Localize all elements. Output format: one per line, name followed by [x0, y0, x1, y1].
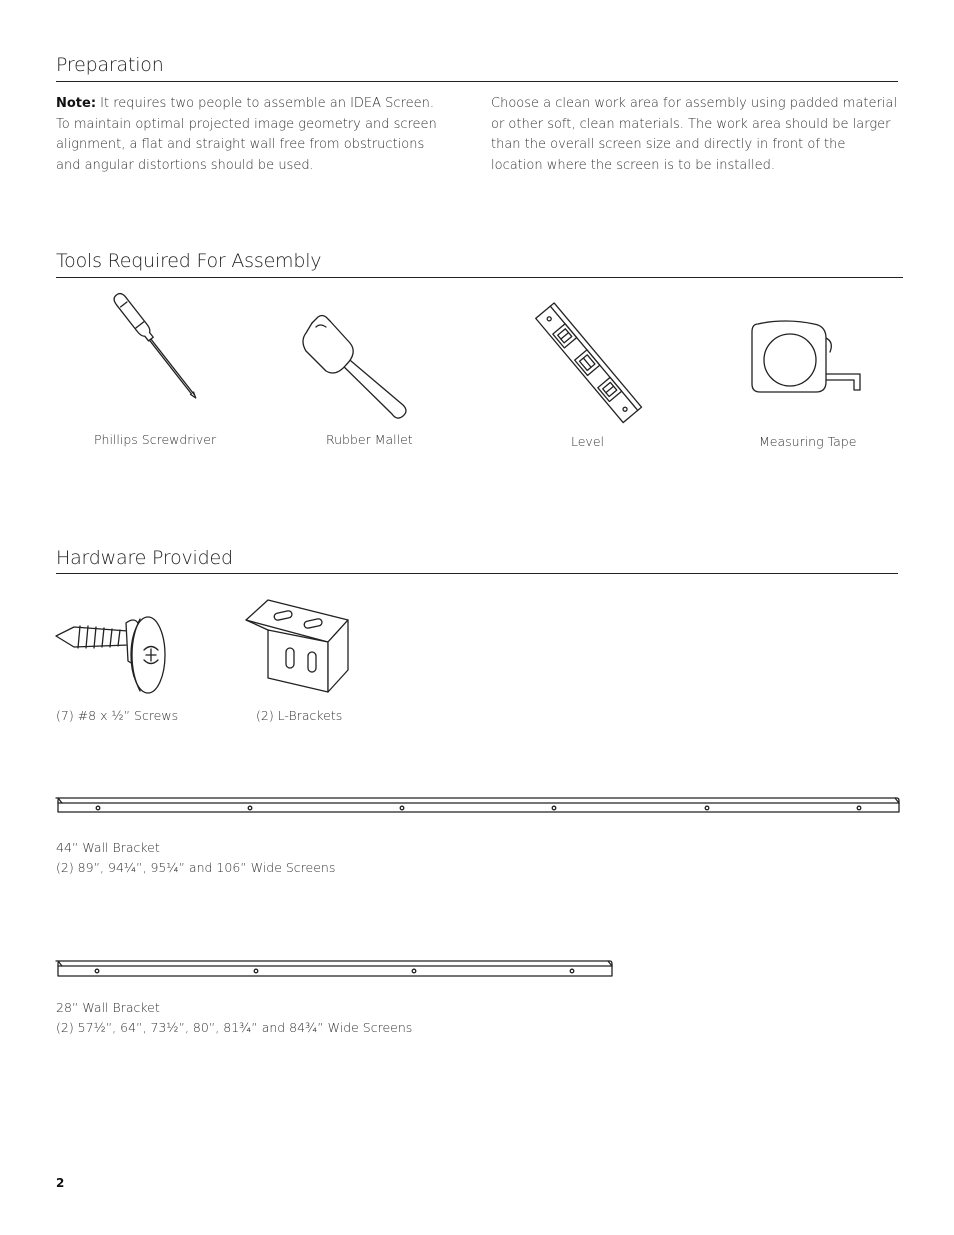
tool-label-level: Level [571, 434, 604, 449]
wall-bracket-28-icon [56, 959, 614, 979]
wall-bracket-44-icon [56, 796, 900, 816]
preparation-rule [56, 81, 898, 82]
preparation-note [56, 94, 451, 176]
l-bracket-icon [244, 598, 354, 698]
mallet-icon [298, 305, 418, 420]
measuring-tape-icon [750, 318, 865, 398]
brackets-label: (2) L-Brackets [256, 708, 343, 723]
note-label: Note: [56, 96, 97, 111]
tool-label-screwdriver: Phillips Screwdriver [94, 432, 217, 447]
level-icon [526, 300, 651, 425]
note-text: It requires two people to assemble an IDEA Screen. To maintain optimal projected image geometry and screen alignment, a flat and straight wall free from obstructions and angular distortions should be used. [56, 96, 437, 173]
hardware-rule [56, 573, 898, 574]
tool-label-mallet: Rubber Mallet [326, 432, 413, 447]
tools-rule [56, 277, 903, 278]
bracket-28-desc: (2) 57½”, 64”, 73½”, 80”, 81¾” and 84¾” Wide Screens [56, 1020, 413, 1035]
bracket-44-desc: (2) 89”, 94¼”, 95¼” and 106” Wide Screens [56, 860, 336, 875]
work-area-text: Choose a clean work area for assembly using padded material or other soft, clean materials. The work area should be larger than the overall screen size and directly in front of the location where the screen is to be installed. [491, 96, 898, 173]
screws-label: (7) #8 x ½” Screws [56, 708, 179, 723]
screw-icon [56, 615, 171, 695]
hardware-heading: Hardware Provided [56, 547, 233, 569]
tool-label-measuring-tape: Measuring Tape [759, 434, 857, 449]
tools-heading: Tools Required For Assembly [56, 250, 322, 272]
page-number: 2 [56, 1176, 65, 1190]
preparation-heading: Preparation [56, 54, 164, 76]
bracket-44-title: 44” Wall Bracket [56, 840, 160, 855]
bracket-28-title: 28” Wall Bracket [56, 1000, 160, 1015]
screwdriver-icon [90, 295, 210, 415]
